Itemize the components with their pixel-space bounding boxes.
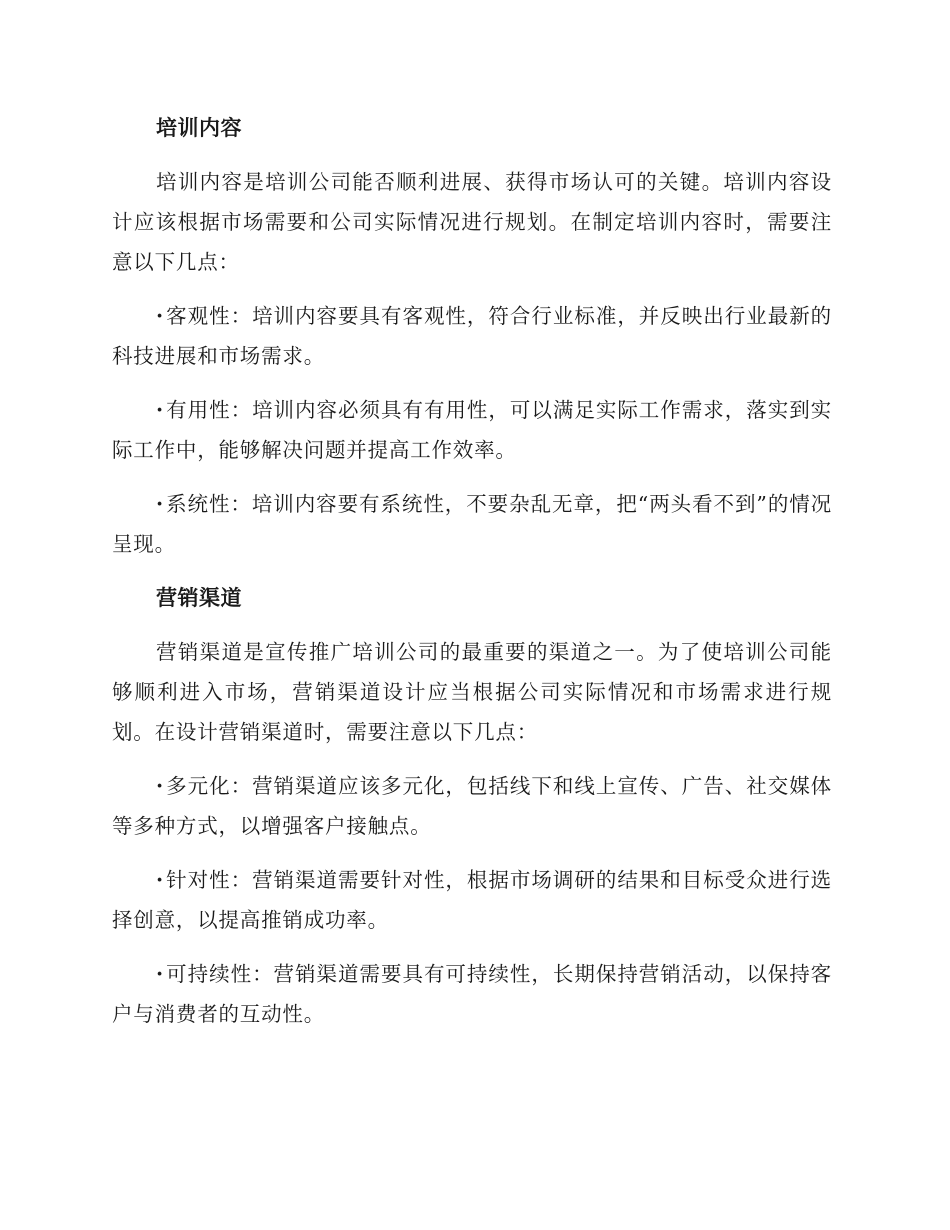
bullet-marker: · — [156, 962, 164, 986]
bullet-text: 可持续性：营销渠道需要具有可持续性，长期保持营销活动，以保持客户与消费者的互动性。 — [112, 962, 832, 1026]
document-page — [112, 108, 832, 1048]
bullet-text: 多元化：营销渠道应该多元化，包括线下和线上宣传、广告、社交媒体等多种方式，以增强客户接触点。 — [112, 774, 832, 838]
bullet-paragraph — [112, 390, 832, 470]
section-heading: 营销渠道 — [156, 586, 242, 610]
bullet-text: 针对性：营销渠道需要针对性，根据市场调研的结果和目标受众进行选择创意，以提高推销成功率。 — [112, 868, 832, 932]
bullet-paragraph — [112, 860, 832, 940]
bullet-paragraph — [112, 296, 832, 376]
bullet-marker: · — [156, 868, 164, 892]
bullet-paragraph — [112, 954, 832, 1034]
bullet-marker: · — [156, 492, 164, 516]
bullet-paragraph — [112, 484, 832, 564]
bullet-text: 系统性：培训内容要有系统性，不要杂乱无章，把“两头看不到”的情况呈现。 — [112, 492, 832, 556]
bullet-text: 有用性：培训内容必须具有有用性，可以满足实际工作需求，落实到实际工作中，能够解决问题并提高工作效率。 — [112, 398, 832, 462]
section-training-content — [112, 108, 832, 564]
bullet-marker: · — [156, 304, 164, 328]
bullet-marker: · — [156, 774, 164, 798]
section-marketing-channels — [112, 578, 832, 1034]
bullet-marker: · — [156, 398, 164, 422]
bullet-text: 客观性：培训内容要具有客观性，符合行业标准，并反映出行业最新的科技进展和市场需求。 — [112, 304, 832, 368]
section-heading: 培训内容 — [156, 116, 242, 140]
bullet-paragraph — [112, 766, 832, 846]
section-intro-paragraph: 营销渠道是宣传推广培训公司的最重要的渠道之一。为了使培训公司能够顺利进入市场，营销渠道设计应当根据公司实际情况和市场需求进行规划。在设计营销渠道时，需要注意以下几点： — [112, 640, 832, 744]
section-intro-paragraph: 培训内容是培训公司能否顺利进展、获得市场认可的关键。培训内容设计应该根据市场需要和公司实际情况进行规划。在制定培训内容时，需要注意以下几点： — [112, 170, 832, 274]
